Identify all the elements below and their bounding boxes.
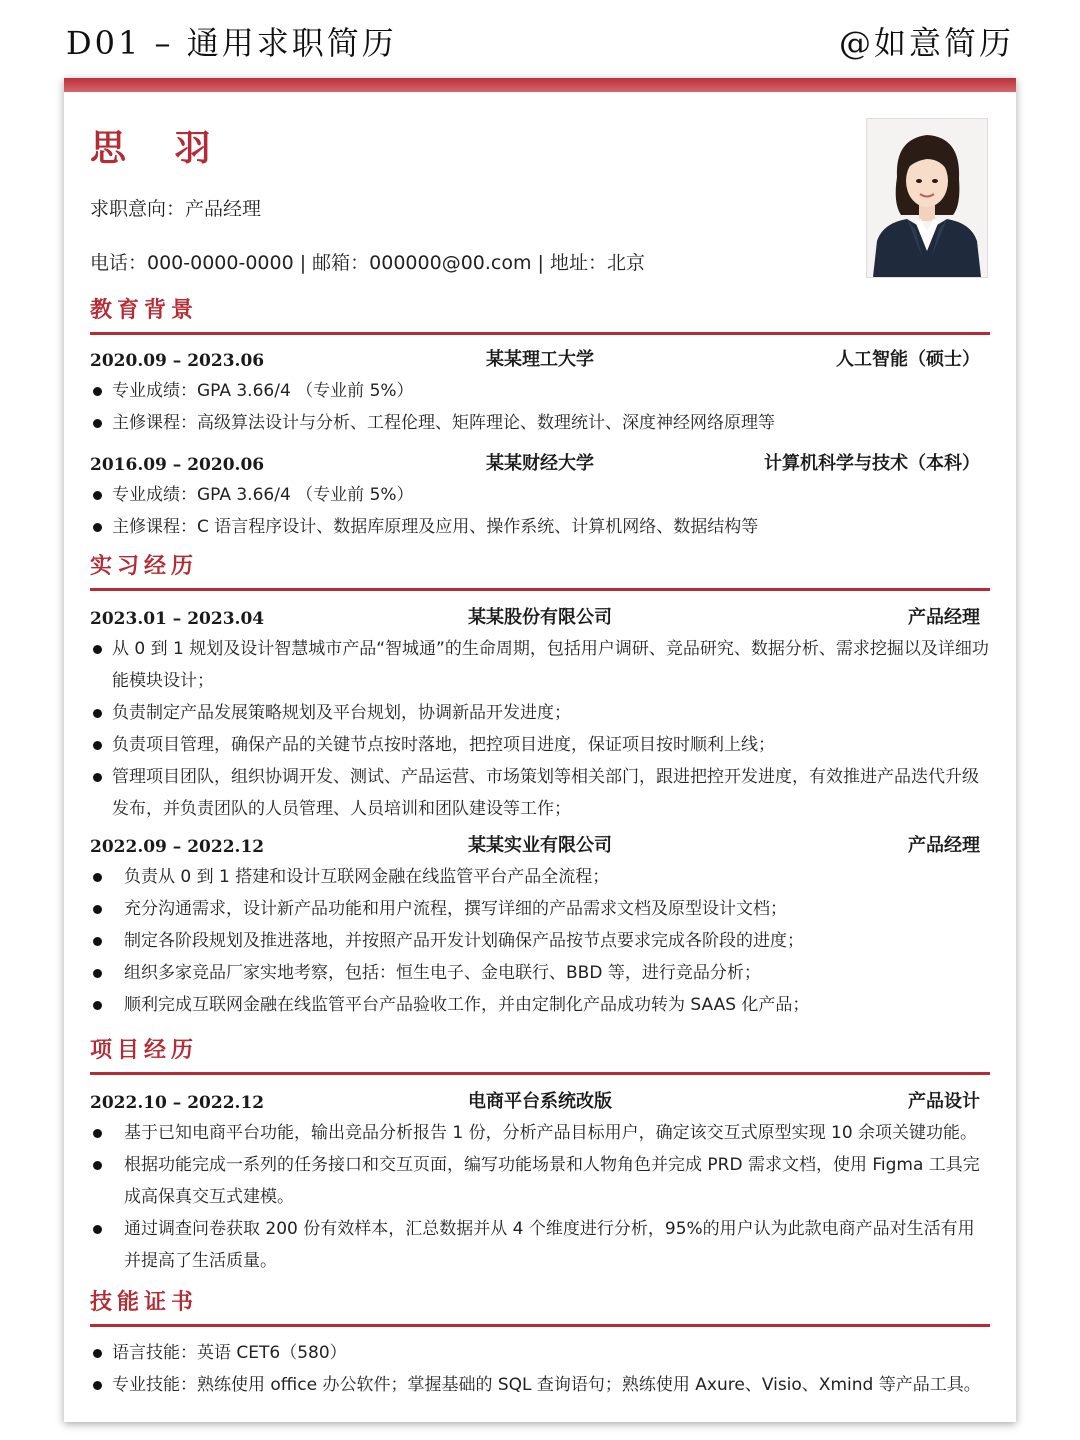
- skills-section: [90, 1288, 990, 1401]
- list-item: 负责项目管理，确保产品的关键节点按时落地，把控项目进度，保证项目按时顺利上线；: [90, 729, 990, 761]
- section-divider: [90, 1072, 990, 1075]
- education-title: 教育背景: [90, 298, 199, 323]
- list-item: 负责制定产品发展策略规划及平台规划，协调新品开发进度；: [90, 697, 990, 729]
- candidate-name: 思 羽: [90, 128, 229, 169]
- list-item: 专业成绩：GPA 3.66/4 （专业前 5%）: [90, 479, 990, 511]
- entry-date: 2020.09 – 2023.06: [90, 351, 265, 371]
- project-entry: [90, 1085, 990, 1277]
- education-section: [90, 296, 990, 543]
- list-item: 语言技能：英语 CET6（580）: [90, 1337, 990, 1369]
- entry-header: [90, 1085, 990, 1117]
- template-title: D01 – 通用求职简历: [66, 24, 397, 62]
- entry-role: 产品设计: [908, 1091, 980, 1112]
- entry-date: 2022.09 – 2022.12: [90, 837, 265, 857]
- list-item: 顺利完成互联网金融在线监管平台产品验收工作，并由定制化产品成功转为 SAAS 化产品；: [90, 989, 990, 1021]
- entry-role: 产品经理: [908, 835, 980, 856]
- projects-section: [90, 1036, 990, 1277]
- profile-photo: [866, 118, 988, 278]
- entry-date: 2022.10 – 2022.12: [90, 1093, 265, 1113]
- entry-header: [90, 829, 990, 861]
- paper-accent-bar: [64, 78, 1016, 92]
- skills-title: 技能证书: [90, 1290, 199, 1315]
- list-item: 组织多家竞品厂家实地考察，包括：恒生电子、金电联行、BBD 等，进行竞品分析；: [90, 957, 990, 989]
- entry-header: [90, 447, 990, 479]
- entry-date: 2016.09 – 2020.06: [90, 455, 265, 475]
- job-intent: 求职意向：产品经理: [90, 198, 262, 220]
- list-item: 专业技能：熟练使用 office 办公软件；掌握基础的 SQL 查询语句；熟练使用 Axure、Visio、Xmind 等产品工具。: [90, 1369, 990, 1401]
- entry-organization: 某某财经大学: [486, 453, 594, 474]
- entry-role: 人工智能（硕士）: [836, 349, 980, 370]
- internship-section: [90, 552, 990, 1021]
- entry-role: 计算机科学与技术（本科）: [764, 453, 980, 474]
- entry-header: [90, 601, 990, 633]
- list-item: 主修课程：C 语言程序设计、数据库原理及应用、操作系统、计算机网络、数据结构等: [90, 511, 990, 543]
- internship-entry: [90, 601, 990, 825]
- portrait-illustration: [867, 119, 987, 277]
- list-item: 通过调查问卷获取 200 份有效样本，汇总数据并从 4 个维度进行分析，95%的用户认为此款电商产品对生活有用并提高了生活质量。: [90, 1213, 990, 1277]
- list-item: 管理项目团队，组织协调开发、测试、产品运营、市场策划等相关部门，跟进把控开发进度，有效推进产品迭代升级发布，并负责团队的人员管理、人员培训和团队建设等工作；: [90, 761, 990, 825]
- list-item: 主修课程：高级算法设计与分析、工程伦理、矩阵理论、数理统计、深度神经网络原理等: [90, 407, 990, 439]
- list-item: 从 0 到 1 规划及设计智慧城市产品“智城通”的生命周期，包括用户调研、竞品研究、数据分析、需求挖掘以及详细功能模块设计；: [90, 633, 990, 697]
- top-bar: [0, 0, 1080, 78]
- section-divider: [90, 588, 990, 591]
- resume-paper: [64, 78, 1016, 1422]
- education-entry: [90, 343, 990, 439]
- education-entry: [90, 447, 990, 543]
- internship-entry: [90, 829, 990, 1021]
- projects-title: 项目经历: [90, 1038, 199, 1063]
- list-item: 负责从 0 到 1 搭建和设计互联网金融在线监管平台产品全流程；: [90, 861, 990, 893]
- contact-info: 电话：000-0000-0000 | 邮箱：000000@00.com | 地址：北京: [90, 252, 645, 274]
- entry-date: 2023.01 – 2023.04: [90, 609, 265, 629]
- brand-tag: @如意简历: [838, 24, 1014, 62]
- list-item: 基于已知电商平台功能，输出竞品分析报告 1 份，分析产品目标用户，确定该交互式原型实现 10 余项关键功能。: [90, 1117, 990, 1149]
- section-divider: [90, 1324, 990, 1327]
- list-item: 根据功能完成一系列的任务接口和交互页面，编写功能场景和人物角色并完成 PRD 需求文档，使用 Figma 工具完成高保真交互式建模。: [90, 1149, 990, 1213]
- list-item: 制定各阶段规划及推进落地，并按照产品开发计划确保产品按节点要求完成各阶段的进度；: [90, 925, 990, 957]
- entry-organization: 某某实业有限公司: [468, 835, 612, 856]
- entry-organization: 某某理工大学: [486, 349, 594, 370]
- entry-role: 产品经理: [908, 607, 980, 628]
- entry-header: [90, 343, 990, 375]
- list-item: 专业成绩：GPA 3.66/4 （专业前 5%）: [90, 375, 990, 407]
- internship-title: 实习经历: [90, 554, 199, 579]
- list-item: 充分沟通需求，设计新产品功能和用户流程，撰写详细的产品需求文档及原型设计文档；: [90, 893, 990, 925]
- entry-organization: 电商平台系统改版: [468, 1091, 612, 1112]
- entry-organization: 某某股份有限公司: [468, 607, 612, 628]
- section-divider: [90, 332, 990, 335]
